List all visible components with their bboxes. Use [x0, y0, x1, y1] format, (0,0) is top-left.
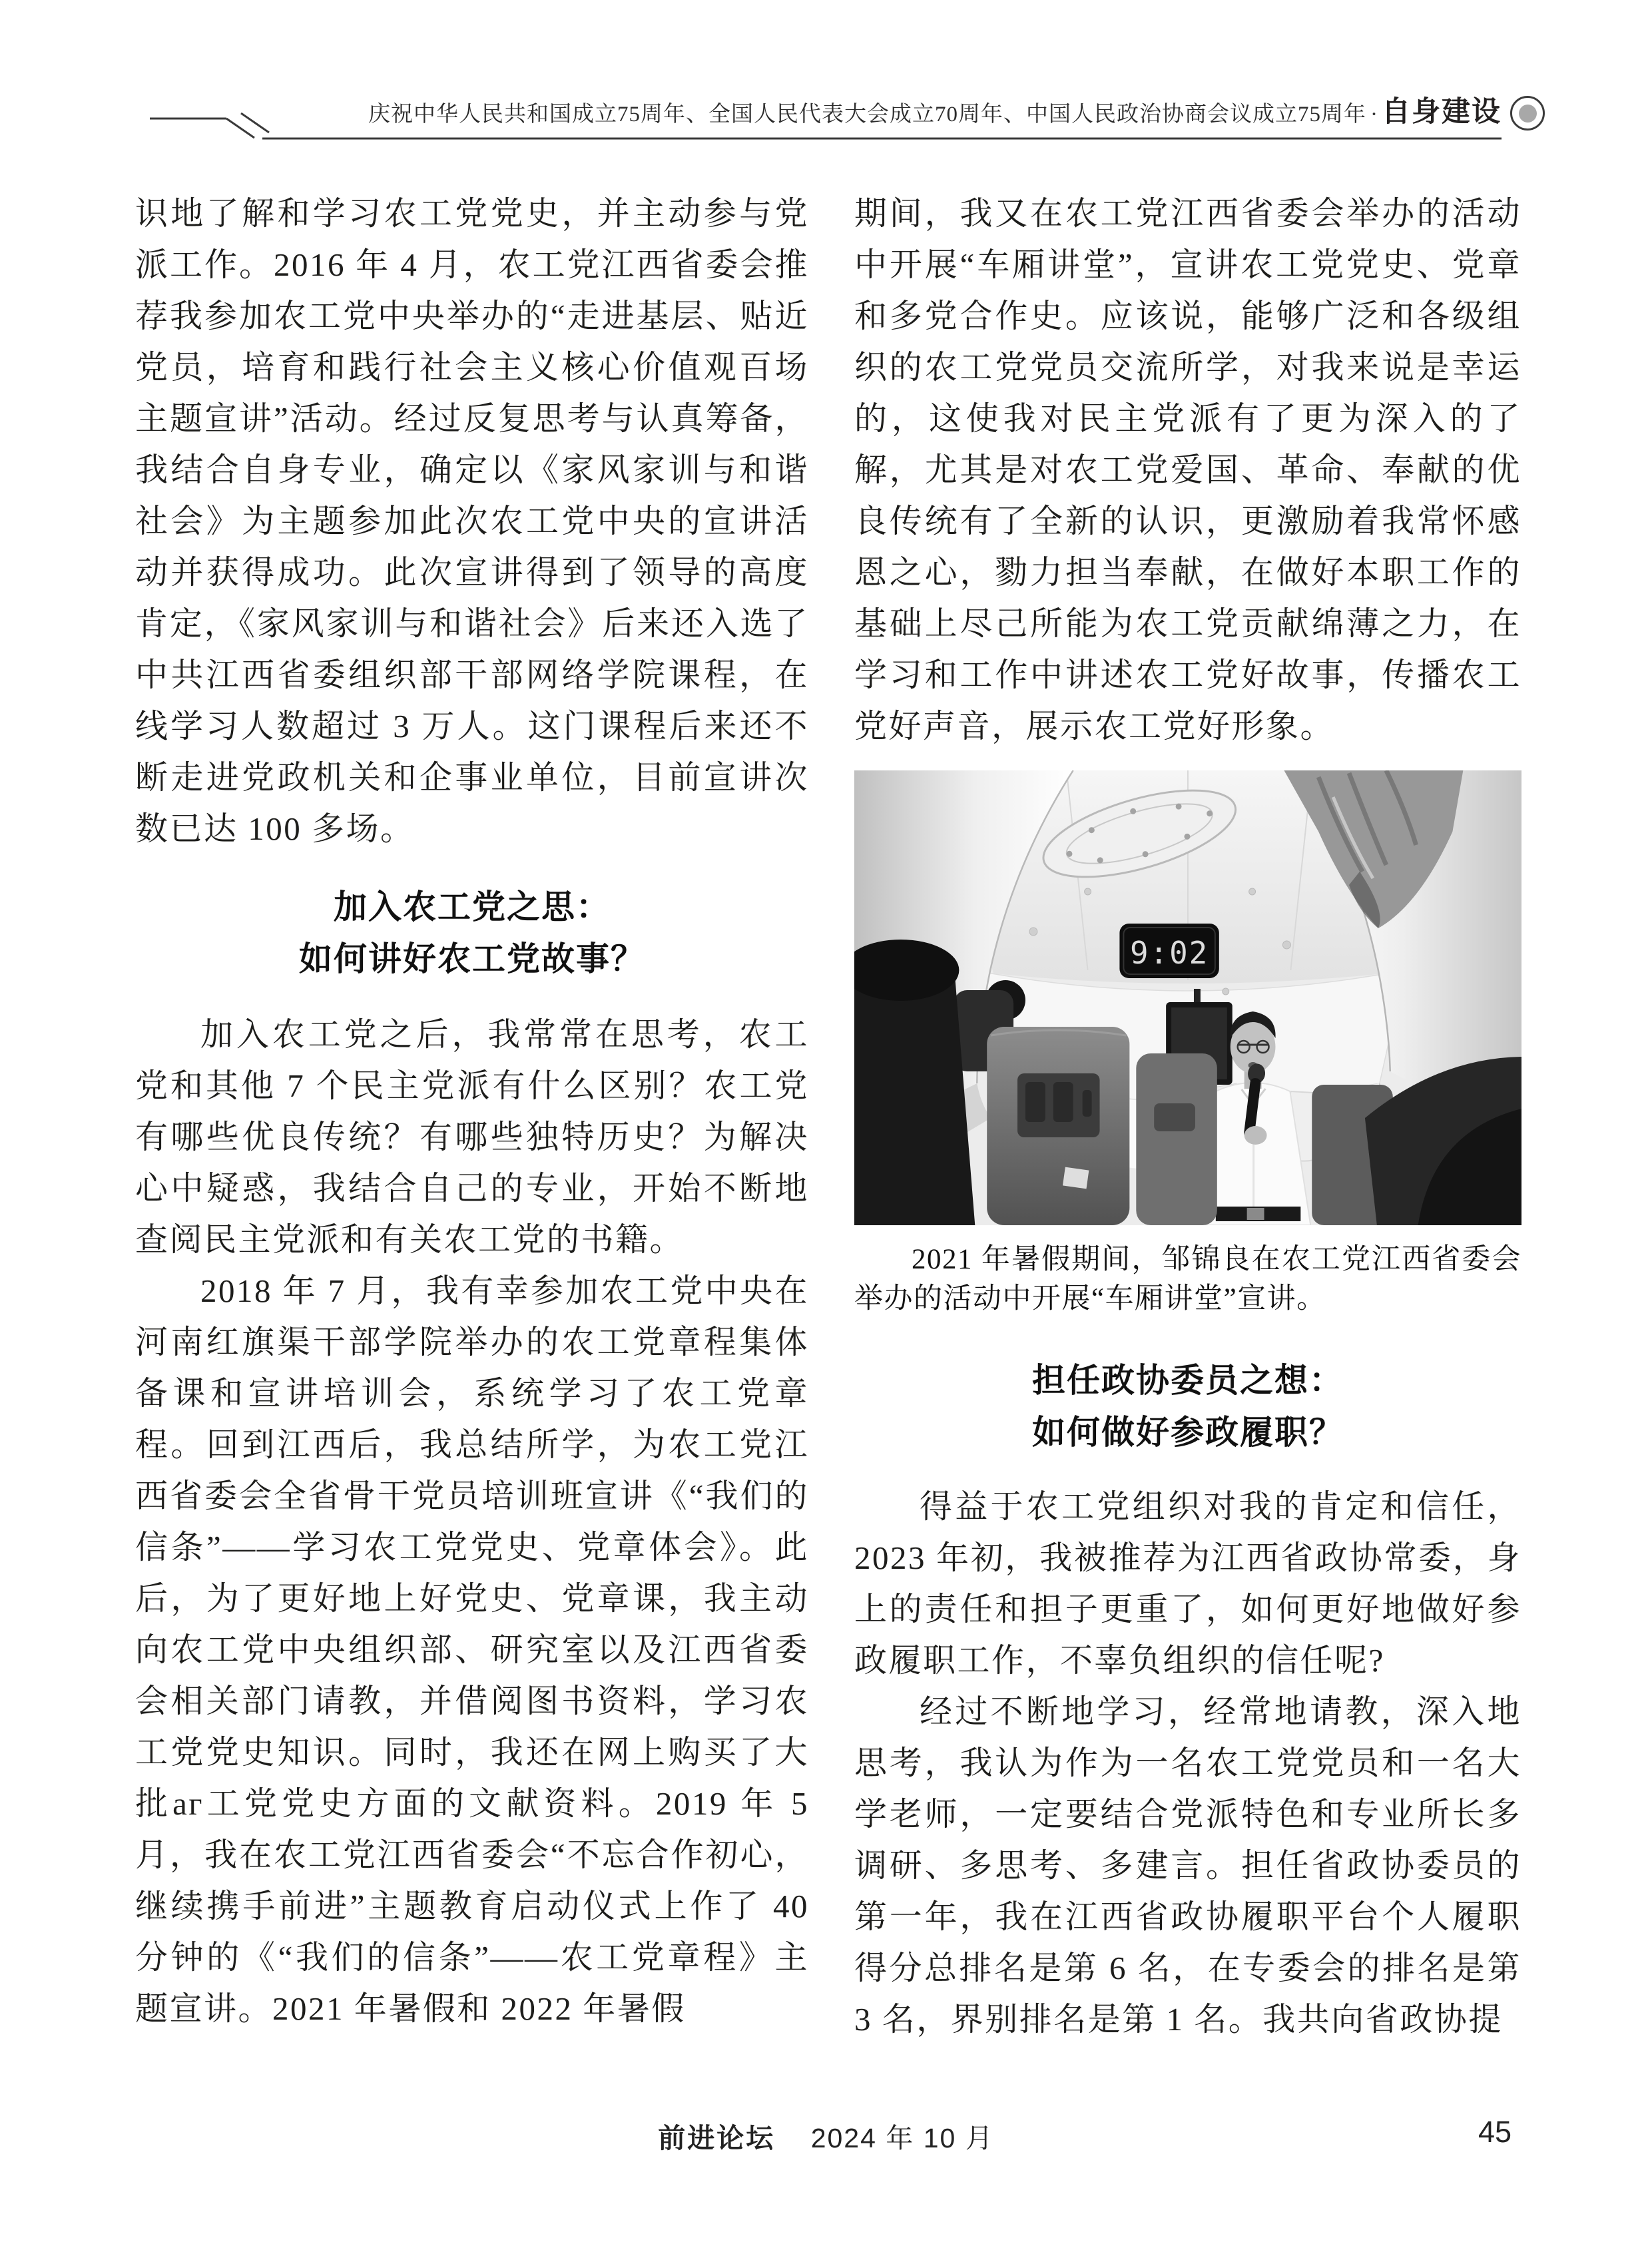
bus-interior-photo	[854, 770, 1521, 1225]
article-left-column	[135, 188, 809, 2034]
footer-journal-title: 前进论坛	[658, 2123, 776, 2153]
article-right-column	[854, 188, 1521, 2045]
bus-clock	[1119, 924, 1219, 978]
footer-issue-date: 2024 年 10 月	[810, 2123, 994, 2153]
section-heading-1-line-2: 如何讲好农工党故事？	[299, 940, 645, 978]
paragraph-bus-classroom: 期间，我又在农工党江西省委会举办的活动中开展“车厢讲堂”，宣讲农工党党史、党章和多党合作史。应该说，能够广泛和各级组织的农工党党员交流所学，对我来说是幸运的，这使我对民主党派有了更为深入的了解，尤其是对农工党爱国、革命、奉献的优良传统有了全新的认识，更激励着我常怀感恩之心，勠力担当奉献，在做好本职工作的基础上尽己所能为农工党贡献绵薄之力，在学习和工作中讲述农工党好故事，传播农工党好声音，展示农工党好形象。	[854, 195, 1521, 744]
bullseye-icon	[1510, 96, 1545, 131]
header-section-title: 自身建设	[1382, 96, 1502, 128]
section-heading-2	[854, 1354, 1521, 1458]
page-number: 45	[1478, 2115, 1512, 2149]
bullseye-icon-dot	[1519, 105, 1537, 123]
header-banner: 庆祝中华人民共和国成立75周年、全国人民代表大会成立70周年、中国人民政治协商会议成立75周年	[368, 103, 1366, 127]
paragraph-study-and-lectures: 2018 年 7 月，我有幸参加农工党中央在河南红旗渠干部学院举办的农工党章程集体备课和宣讲培训会，系统学习了农工党章程。回到江西后，我总结所学，为农工党江西省委会全省骨干党员培训班宣讲《“我们的信条”——学习农工党党史、党章体会》。此后，为了更好地上好党史、党章课，我主动向农工党中央组织部、研究室以及江西省委会相关部门请教，并借阅图书资料，学习农工党党史知识。同时，我还在网上购买了大批аг工党党史方面的文献资料。2019 年 5 月，我在农工党江西省委会“不忘合作初心，继续携手前进”主题教育启动仪式上作了 40 分钟的《“我们的信条”——农工党章程》主题宣讲。2021 年暑假和 2022 年暑假	[135, 1272, 809, 2027]
photo-caption: 2021 年暑假期间，邹锦良在农工党江西省委会举办的活动中开展“车厢讲堂”宣讲。	[854, 1244, 1521, 1314]
section-heading-2-line-2: 如何做好参政履职？	[1032, 1414, 1344, 1451]
section-heading-1	[135, 881, 809, 985]
header	[368, 89, 1502, 130]
header-separator: ·	[1370, 103, 1378, 127]
header-rule	[0, 0, 1652, 173]
section-heading-1-line-1: 加入农工党之思：	[334, 888, 611, 926]
paragraph-cppcc-appointment: 得益于农工党组织对我的肯定和信任，2023 年初，我被推荐为江西省政协常委，身上的责任和担子更重了，如何更好地做好参政履职工作，不辜负组织的信任呢?	[854, 1488, 1521, 1679]
paragraph-continued-from-previous-page: 识地了解和学习农工党党史，并主动参与党派工作。2016 年 4 月，农工党江西省委会推荐我参加农工党中央举办的“走进基层、贴近党员，培育和践行社会主义核心价值观百场主题宣讲”活动。经过反复思考与认真筹备，我结合自身专业，确定以《家风家训与和谐社会》为主题参加此次农工党中央的宣讲活动并获得成功。此次宣讲得到了领导的高度肯定，《家风家训与和谐社会》后来还入选了中共江西省委组织部干部网络学院课程，在线学习人数超过 3 万人。这门课程后来还不断走进党政机关和企事业单位，目前宣讲次数已达 100 多场。	[135, 195, 809, 847]
bus-interior-photo-art	[854, 770, 1521, 1225]
footer	[0, 2116, 1652, 2155]
section-heading-2-line-1: 担任政协委员之想：	[1032, 1362, 1344, 1399]
paragraph-joining-party-reflection: 加入农工党之后，我常常在思考，农工党和其他 7 个民主党派有什么区别？农工党有哪些优良传统？有哪些独特历史？为解决心中疑惑，我结合自己的专业，开始不断地查阅民主党派和有关农工党的书籍。	[135, 1016, 809, 1258]
paragraph-performing-duties: 经过不断地学习，经常地请教，深入地思考，我认为作为一名农工党党员和一名大学老师，一定要结合党派特色和专业所长多调研、多思考、多建言。担任省政协委员的第一年，我在江西省政协履职平台个人履职得分总排名是第 6 名，在专委会的排名是第 3 名，界别排名是第 1 名。我共向省政协提	[854, 1693, 1521, 2038]
bus-clock-time: 9:02	[1129, 934, 1209, 972]
